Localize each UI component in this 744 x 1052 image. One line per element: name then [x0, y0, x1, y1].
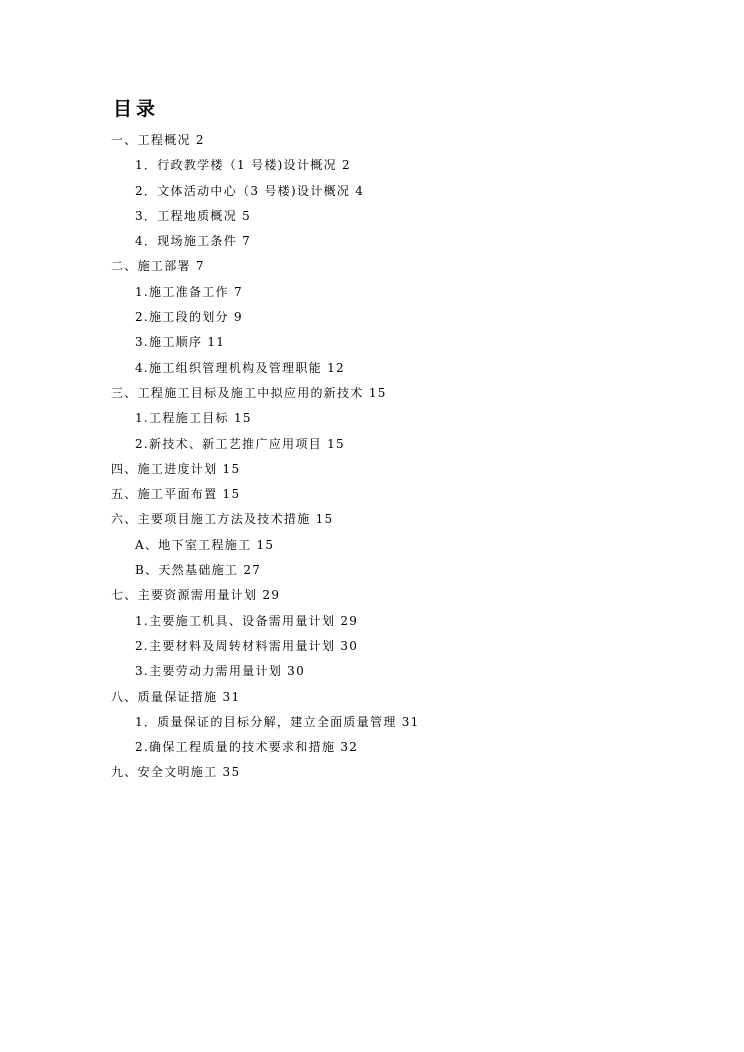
toc-subsection-entry: 1.施工准备工作 7	[135, 284, 243, 299]
toc-section-entry: 三、工程施工目标及施工中拟应用的新技术 15	[111, 385, 387, 400]
toc-subsection-entry: 2.新技术、新工艺推广应用项目 15	[135, 436, 345, 451]
toc-title: 目录	[113, 98, 160, 120]
toc-subsection-entry: B、天然基础施工 27	[135, 563, 262, 578]
toc-subsection-entry: 3．工程地质概况 5	[135, 208, 252, 223]
toc-subsection-entry: 2.施工段的划分 9	[135, 310, 243, 325]
toc-section-entry: 七、主要资源需用量计划 29	[111, 588, 281, 603]
toc-section-entry: 四、施工进度计划 15	[111, 461, 241, 476]
toc-section-entry: 九、安全文明施工 35	[111, 765, 241, 780]
toc-subsection-entry: 4.施工组织管理机构及管理职能 12	[135, 360, 345, 375]
toc-subsection-entry: 2.确保工程质量的技术要求和措施 32	[135, 740, 359, 755]
toc-subsection-entry: 4．现场施工条件 7	[135, 234, 252, 249]
toc-subsection-entry: A、地下室工程施工 15	[135, 537, 275, 552]
toc-subsection-entry: 1．行政教学楼（1 号楼)设计概况 2	[135, 158, 351, 173]
toc-section-entry: 二、施工部署 7	[111, 259, 205, 274]
toc-subsection-entry: 2.主要材料及周转材料需用量计划 30	[135, 638, 359, 653]
toc-section-entry: 八、质量保证措施 31	[111, 689, 241, 704]
toc-subsection-entry: 3.施工顺序 11	[135, 335, 226, 350]
toc-section-entry: 五、施工平面布置 15	[111, 487, 241, 502]
toc-section-entry: 六、主要项目施工方法及技术措施 15	[111, 512, 334, 527]
toc-subsection-entry: 1．质量保证的目标分解，建立全面质量管理 31	[135, 714, 420, 729]
toc-subsection-entry: 2．文体活动中心（3 号楼)设计概况 4	[135, 183, 365, 198]
toc-list	[0, 128, 744, 786]
toc-subsection-entry: 1.主要施工机具、设备需用量计划 29	[135, 613, 359, 628]
toc-subsection-entry: 1.工程施工目标 15	[135, 411, 252, 426]
toc-section-entry: 一、工程概况 2	[111, 133, 205, 147]
toc-subsection-entry: 3.主要劳动力需用量计划 30	[135, 664, 306, 679]
